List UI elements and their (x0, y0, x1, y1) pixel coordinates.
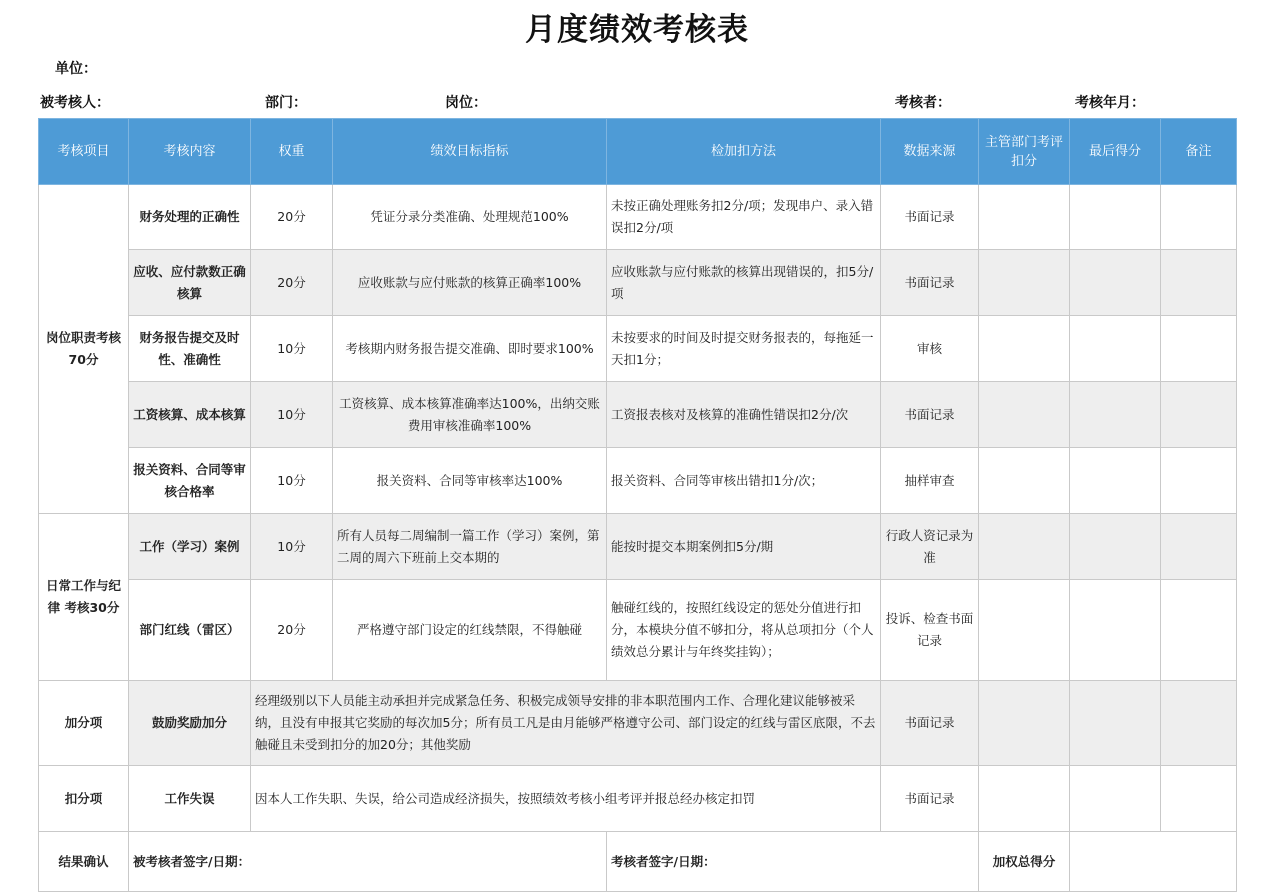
row-score-cell[interactable] (1070, 514, 1161, 580)
row-method: 未按要求的时间及时提交财务报表的，每拖延一天扣1分； (607, 316, 881, 382)
table-row (39, 185, 1237, 250)
row-method: 报关资料、合同等审核出错扣1分/次； (607, 448, 881, 514)
table-row (39, 382, 1237, 448)
row-target: 凭证分录分类准确、处理规范100% (333, 185, 607, 250)
row-score-cell[interactable] (1070, 185, 1161, 250)
table-row (39, 580, 1237, 681)
row-remark-cell[interactable] (1161, 250, 1237, 316)
row-source: 投诉、检查书面记录 (881, 580, 979, 681)
header-supervisor-deduction: 主管部门考评扣分 (979, 119, 1070, 185)
row-content: 部门红线（雷区） (129, 580, 251, 681)
row-weight: 10分 (251, 316, 333, 382)
weighted-total-cell[interactable] (1070, 832, 1237, 892)
row-method: 工资报表核对及核算的准确性错误扣2分/次 (607, 382, 881, 448)
row-weight: 10分 (251, 382, 333, 448)
header-weight: 权重 (251, 119, 333, 185)
row-content: 财务处理的正确性 (129, 185, 251, 250)
row-target: 所有人员每二周编制一篇工作（学习）案例，第二周的周六下班前上交本期的 (333, 514, 607, 580)
table-row (39, 250, 1237, 316)
row-deduction-cell[interactable] (979, 580, 1070, 681)
department-label: 部门： (265, 95, 307, 111)
unit-label: 单位： (55, 61, 97, 77)
row-score-cell[interactable] (1070, 250, 1161, 316)
row-content: 工资核算、成本核算 (129, 382, 251, 448)
row-target: 严格遵守部门设定的红线禁限，不得触碰 (333, 580, 607, 681)
row-source: 书面记录 (881, 681, 979, 766)
row-score-cell[interactable] (1070, 448, 1161, 514)
position-label: 岗位： (445, 95, 487, 111)
row-score-cell[interactable] (1070, 766, 1161, 832)
row-source: 审核 (881, 316, 979, 382)
assessee-signature[interactable]: 被考核者签字/日期： (129, 832, 607, 892)
row-deduction-cell[interactable] (979, 316, 1070, 382)
row-score-cell[interactable] (1070, 316, 1161, 382)
header-remarks: 备注 (1161, 119, 1237, 185)
row-content: 鼓励奖励加分 (129, 681, 251, 766)
row-score-cell[interactable] (1070, 681, 1161, 766)
row-content: 工作失误 (129, 766, 251, 832)
row-weight: 10分 (251, 514, 333, 580)
appraisal-table (38, 118, 1237, 892)
table-row (39, 514, 1237, 580)
penalty-text: 因本人工作失职、失误，给公司造成经济损失，按照绩效考核小组考评并报总经办核定扣罚 (251, 766, 881, 832)
row-content: 工作（学习）案例 (129, 514, 251, 580)
row-weight: 10分 (251, 448, 333, 514)
page-title: 月度绩效考核表 (525, 12, 749, 48)
weighted-total-label: 加权总得分 (979, 832, 1070, 892)
row-target: 考核期内财务报告提交准确、即时要求100% (333, 316, 607, 382)
row-source: 书面记录 (881, 185, 979, 250)
row-remark-cell[interactable] (1161, 382, 1237, 448)
header-content: 考核内容 (129, 119, 251, 185)
row-deduction-cell[interactable] (979, 382, 1070, 448)
row-content: 财务报告提交及时性、准确性 (129, 316, 251, 382)
assessee-label: 被考核人： (40, 95, 110, 111)
row-weight: 20分 (251, 185, 333, 250)
assessor-label: 考核者： (895, 95, 951, 111)
header-item: 考核项目 (39, 119, 129, 185)
period-label: 考核年月： (1075, 95, 1145, 111)
bonus-text: 经理级别以下人员能主动承担并完成紧急任务、积极完成领导安排的非本职范围内工作、合理化建议能够被采纳，且没有申报其它奖励的每次加5分；所有员工凡是由月能够严格遵守公司、部门设定的红线与雷区底限，不去触碰且未受到扣分的加20分；其他奖励 (251, 681, 881, 766)
row-weight: 20分 (251, 580, 333, 681)
header-source: 数据来源 (881, 119, 979, 185)
header-method: 检加扣方法 (607, 119, 881, 185)
row-remark-cell[interactable] (1161, 580, 1237, 681)
row-score-cell[interactable] (1070, 382, 1161, 448)
row-remark-cell[interactable] (1161, 681, 1237, 766)
header-row (39, 119, 1237, 185)
row-remark-cell[interactable] (1161, 514, 1237, 580)
table-row (39, 316, 1237, 382)
assessor-signature[interactable]: 考核者签字/日期： (607, 832, 979, 892)
row-deduction-cell[interactable] (979, 250, 1070, 316)
row-deduction-cell[interactable] (979, 681, 1070, 766)
header-final-score: 最后得分 (1070, 119, 1161, 185)
category-confirm: 结果确认 (39, 832, 129, 892)
category-duty: 岗位职责考核70分 (39, 185, 129, 514)
table-row (39, 832, 1237, 892)
row-target: 应收账款与应付账款的核算正确率100% (333, 250, 607, 316)
row-target: 报关资料、合同等审核率达100% (333, 448, 607, 514)
category-daily: 日常工作与纪律 考核30分 (39, 514, 129, 681)
row-method: 未按正确处理账务扣2分/项；发现串户、录入错误扣2分/项 (607, 185, 881, 250)
row-deduction-cell[interactable] (979, 514, 1070, 580)
row-source: 书面记录 (881, 250, 979, 316)
row-remark-cell[interactable] (1161, 316, 1237, 382)
row-remark-cell[interactable] (1161, 185, 1237, 250)
row-deduction-cell[interactable] (979, 185, 1070, 250)
category-penalty: 扣分项 (39, 766, 129, 832)
row-remark-cell[interactable] (1161, 448, 1237, 514)
row-content: 应收、应付款数正确核算 (129, 250, 251, 316)
row-weight: 20分 (251, 250, 333, 316)
row-method: 触碰红线的，按照红线设定的惩处分值进行扣分，本模块分值不够扣分，将从总项扣分（个人绩效总分累计与年终奖挂钩）； (607, 580, 881, 681)
row-deduction-cell[interactable] (979, 766, 1070, 832)
row-target: 工资核算、成本核算准确率达100%，出纳交账费用审核准确率100% (333, 382, 607, 448)
header-target: 绩效目标指标 (333, 119, 607, 185)
row-source: 抽样审查 (881, 448, 979, 514)
row-score-cell[interactable] (1070, 580, 1161, 681)
table-row (39, 681, 1237, 766)
row-deduction-cell[interactable] (979, 448, 1070, 514)
row-source: 书面记录 (881, 382, 979, 448)
row-content: 报关资料、合同等审核合格率 (129, 448, 251, 514)
table-row (39, 766, 1237, 832)
row-method: 应收账款与应付账款的核算出现错误的，扣5分/项 (607, 250, 881, 316)
row-source: 书面记录 (881, 766, 979, 832)
row-source: 行政人资记录为准 (881, 514, 979, 580)
table-row (39, 448, 1237, 514)
row-remark-cell[interactable] (1161, 766, 1237, 832)
row-method: 能按时提交本期案例扣5分/期 (607, 514, 881, 580)
category-bonus: 加分项 (39, 681, 129, 766)
